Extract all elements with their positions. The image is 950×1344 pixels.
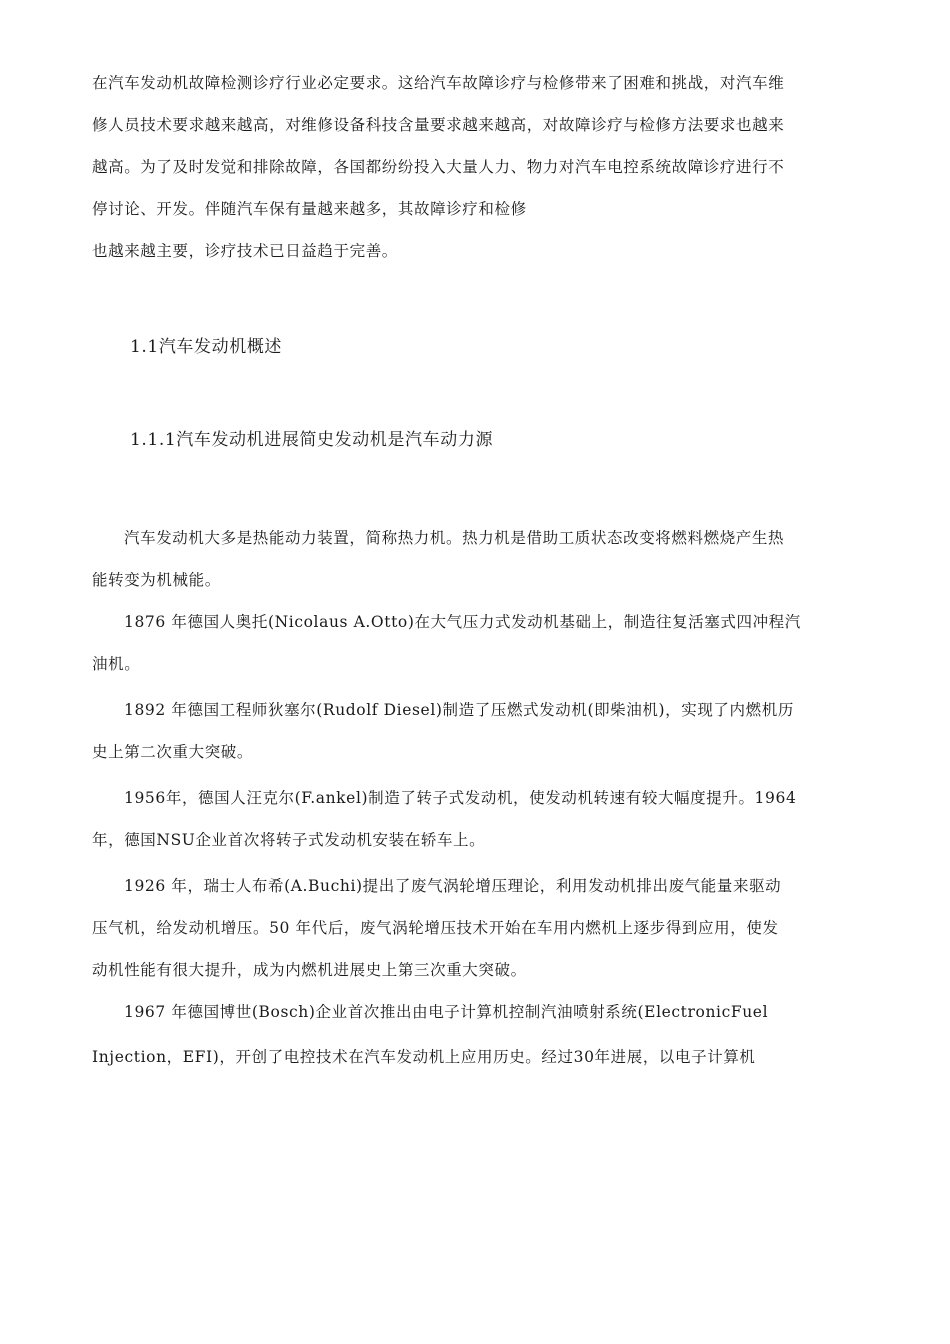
paragraph-line: 1926 年，瑞士人布希(A.Buchi)提出了废气涡轮增压理论，利用发动机排出废气能量来驱动	[124, 877, 782, 895]
paragraph-line: 1876 年德国人奥托(Nicolaus A.Otto)在大气压力式发动机基础上，制造往复活塞式四冲程汽	[124, 613, 801, 631]
paragraph-line: 油机。	[92, 655, 141, 673]
paragraph-line: 1892 年德国工程师狄塞尔(Rudolf Diesel)制造了压燃式发动机(即柴油机)，实现了内燃机历	[124, 701, 794, 719]
intro-line-2: 修人员技术要求越来越高，对维修设备科技含量要求越来越高，对故障诊疗与检修方法要求也越来	[92, 116, 785, 134]
paragraph-line: 压气机，给发动机增压。50 年代后，废气涡轮增压技术开始在车用内燃机上逐步得到应用，使发	[92, 919, 779, 937]
section-heading-1-1-1: 1.1.1汽车发动机进展简史发动机是汽车动力源	[130, 430, 494, 450]
intro-line-1: 在汽车发动机故障检测诊疗行业必定要求。这给汽车故障诊疗与检修带来了困难和挑战，对汽车维	[92, 74, 785, 92]
paragraph-line: 1967 年德国博世(Bosch)企业首次推出由电子计算机控制汽油喷射系统(ElectronicFuel	[124, 1003, 769, 1021]
paragraph-line: 能转变为机械能。	[92, 571, 221, 589]
intro-line-5: 也越来越主要，诊疗技术已日益趋于完善。	[92, 242, 398, 260]
intro-line-3: 越高。为了及时发觉和排除故障，各国都纷纷投入大量人力、物力对汽车电控系统故障诊疗进行不	[92, 158, 785, 176]
section-heading-1-1: 1.1汽车发动机概述	[130, 337, 283, 357]
intro-line-4: 停讨论、开发。伴随汽车保有量越来越多，其故障诊疗和检修	[92, 200, 527, 218]
paragraph-line: Injection，EFI)，开创了电控技术在汽车发动机上应用历史。经过30年进展，以电子计算机	[92, 1048, 756, 1066]
paragraph-line: 史上第二次重大突破。	[92, 743, 254, 761]
paragraph-line: 汽车发动机大多是热能动力装置，简称热力机。热力机是借助工质状态改变将燃料燃烧产生热	[124, 529, 785, 547]
paragraph-line: 1956年，德国人汪克尔(F.ankel)制造了转子式发动机，使发动机转速有较大幅度提升。1964	[124, 789, 797, 807]
paragraph-line: 年，德国NSU企业首次将转子式发动机安装在轿车上。	[92, 831, 486, 849]
paragraph-line: 动机性能有很大提升，成为内燃机进展史上第三次重大突破。	[92, 961, 527, 979]
